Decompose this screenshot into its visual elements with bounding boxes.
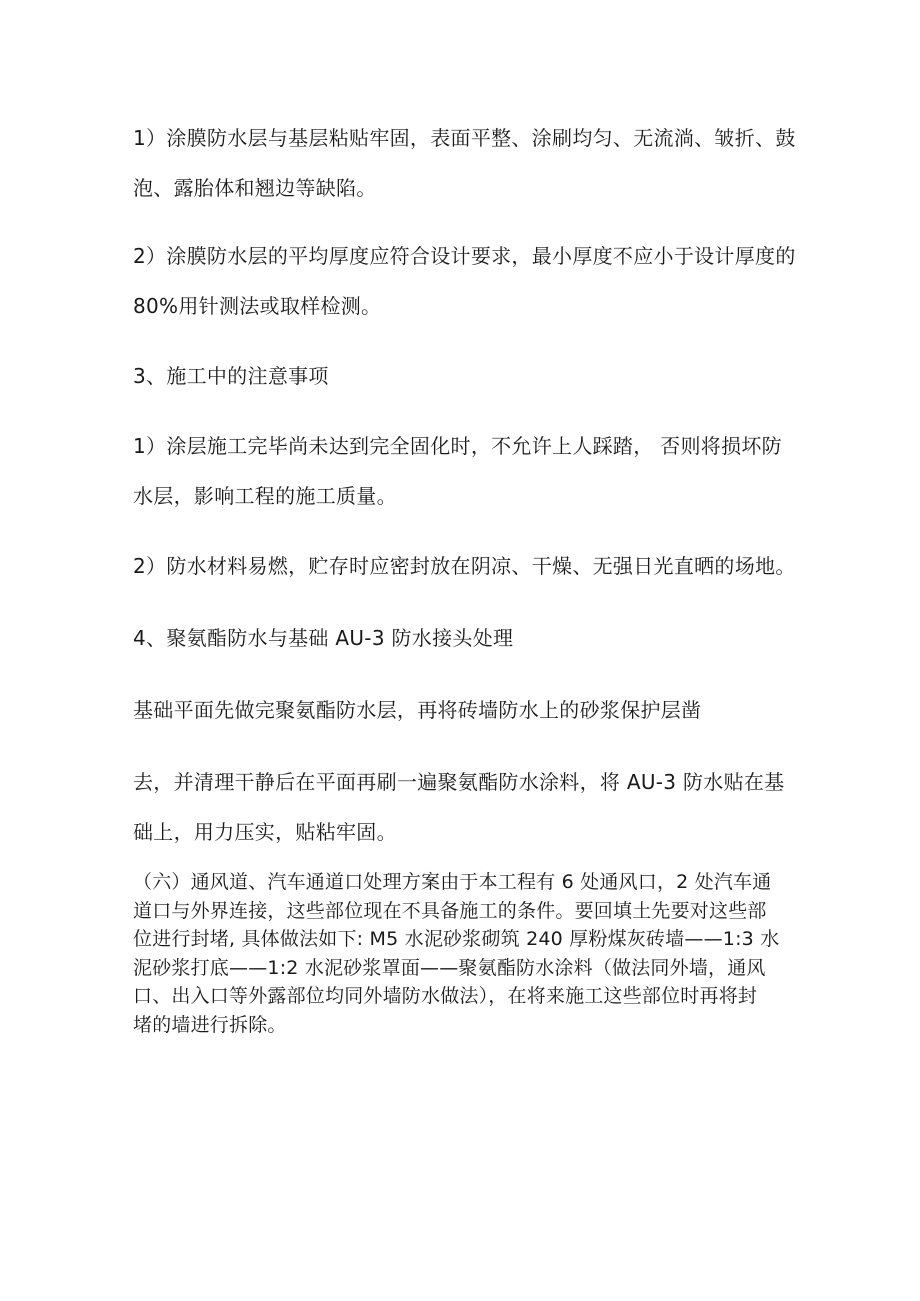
paragraph-line: 堵的墙进行拆除。 xyxy=(133,1013,287,1036)
text-line: 1）涂层施工完毕尚未达到完全固化时，不允许上人踩踏， 否则将损坏防 xyxy=(133,434,782,458)
section-heading: 4、聚氨酯防水与基础 AU-3 防水接头处理 xyxy=(133,626,514,650)
paragraph-ventilation xyxy=(133,868,813,1039)
text-line: 础上，用力压实，贴粘牢固。 xyxy=(133,820,397,844)
text-line: 基础平面先做完聚氨酯防水层，再将砖墙防水上的砂浆保护层凿 xyxy=(133,698,702,722)
text-line: 2）涂膜防水层的平均厚度应符合设计要求，最小厚度不应小于设计厚度的 xyxy=(133,244,796,268)
paragraph-line: 道口与外界连接，这些部位现在不具备施工的条件。要回填土先要对这些部 xyxy=(133,899,767,922)
paragraph-line: 位进行封堵, 具体做法如下: M5 水泥砂浆砌筑 240 厚粉煤灰砖墙——1:3 水 xyxy=(133,928,780,950)
paragraph-line: （六）通风道、汽车通道口处理方案由于本工程有 6 处通风口，2 处汽车通 xyxy=(133,871,772,893)
paragraph-line: 口、出入口等外露部位均同外墙防水做法），在将来施工这些部位时再将封 xyxy=(133,985,758,1007)
text-line: 去，并清理干静后在平面再刷一遍聚氨酯防水涂料，将 AU-3 防水贴在基 xyxy=(133,770,785,794)
text-line: 2）防水材料易燃，贮存时应密封放在阴凉、干燥、无强日光直晒的场地。 xyxy=(133,554,796,578)
text-line: 80%用针测法或取样检测。 xyxy=(133,294,382,318)
section-heading: 3、施工中的注意事项 xyxy=(133,364,329,388)
text-line: 水层，影响工程的施工质量。 xyxy=(133,484,397,508)
text-line: 泡、露胎体和翘边等缺陷。 xyxy=(133,176,377,200)
paragraph-line: 泥砂浆打底——1:2 水泥砂浆罩面——聚氨酯防水涂料（做法同外墙，通风 xyxy=(133,956,766,979)
text-line: 1）涂膜防水层与基层粘贴牢固，表面平整、涂刷均匀、无流淌、皱折、鼓 xyxy=(133,126,796,150)
